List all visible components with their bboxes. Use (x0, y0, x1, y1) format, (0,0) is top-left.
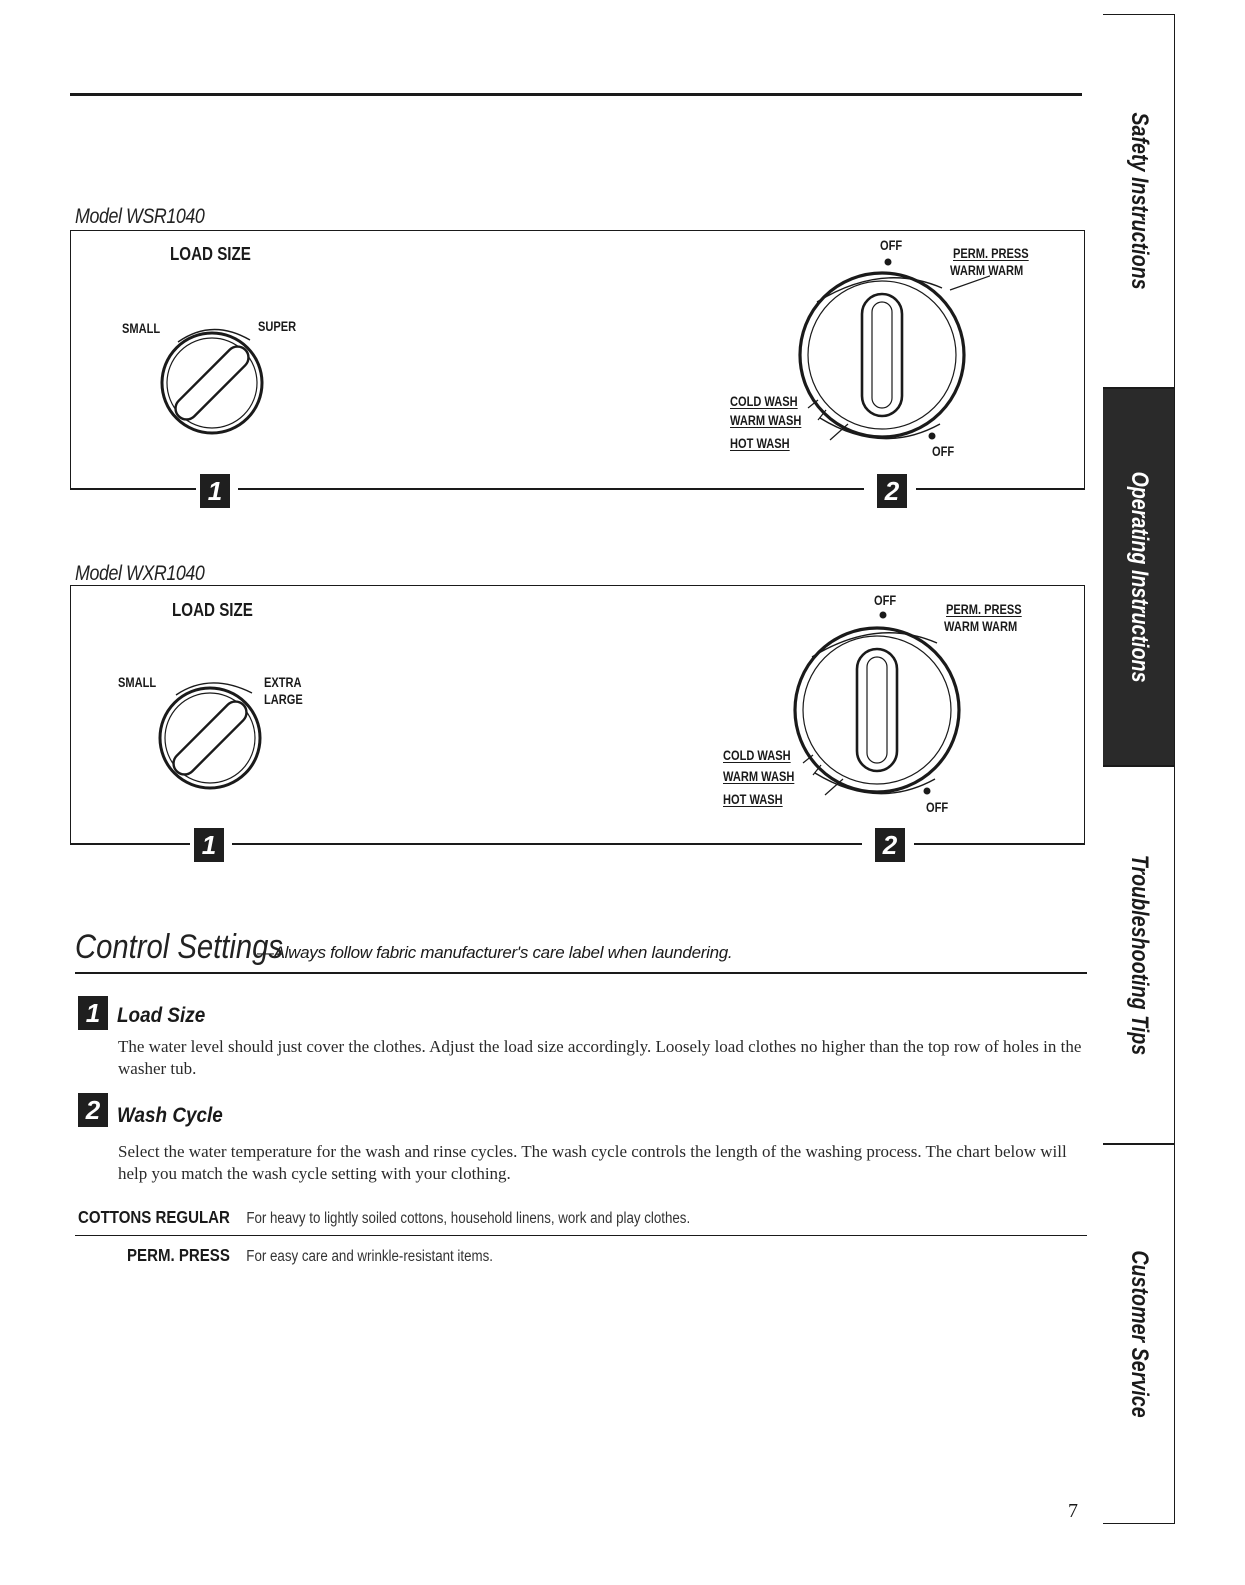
panel-bottom-rule (914, 843, 1085, 845)
cycle-off-bottom-label: OFF (926, 800, 949, 815)
tab-customer-service[interactable] (1103, 1144, 1175, 1524)
model-label: Model WSR1040 (75, 205, 205, 228)
callout-badge-2: 2 (78, 1093, 108, 1127)
load-size-max-label: SUPER (258, 319, 297, 334)
callout-badge-1: 1 (194, 828, 224, 862)
load-size-title: LOAD SIZE (172, 599, 253, 620)
cycle-name: COTTONS REGULAR (78, 1207, 230, 1227)
panel-bottom-rule (70, 488, 196, 490)
cycle-row (127, 1245, 493, 1266)
tab-troubleshooting-tips[interactable] (1103, 766, 1175, 1144)
load-size-max-label: EXTRA (264, 675, 302, 690)
load-size-knob[interactable] (150, 320, 280, 440)
callout-badge-1: 1 (200, 474, 230, 508)
wash-cycle-heading: Wash Cycle (117, 1104, 223, 1127)
header-rule (70, 93, 1082, 96)
cycle-warm-wash-label: WARM WASH (730, 413, 802, 428)
section-rule (75, 972, 1087, 974)
wash-cycle-text: Select the water temperature for the wash and rinse cycles. The wash cycle controls the length of the washing process. The chart below will help you match the wash cycle setting with your clothing. (118, 1142, 1067, 1183)
wash-cycle-knob[interactable] (790, 250, 990, 460)
panel-bottom-rule (70, 843, 190, 845)
section-heading (75, 928, 732, 967)
tab-label: Customer Service (1125, 1250, 1153, 1418)
load-size-knob[interactable] (148, 675, 278, 795)
cycle-off-top-label: OFF (874, 593, 897, 608)
cycle-off-bottom-label: OFF (932, 444, 955, 459)
cycle-warm-warm-label: WARM WARM (950, 263, 1024, 278)
page-number: 7 (1068, 1500, 1078, 1522)
load-size-max-label: LARGE (264, 692, 303, 707)
load-size-text: The water level should just cover the clothes. Adjust the load size accordingly. Loosely load clothes no higher than the top row of holes in the washer tub. (118, 1037, 1082, 1078)
tab-safety-instructions[interactable] (1103, 14, 1175, 388)
model-label: Model WXR1040 (75, 562, 205, 585)
cycle-perm-press-label: PERM. PRESS (953, 246, 1029, 261)
tab-label: Operating Instructions (1125, 471, 1153, 683)
cycle-row (78, 1207, 690, 1228)
tab-label: Troubleshooting Tips (1125, 854, 1153, 1056)
callout-badge-2: 2 (875, 828, 905, 862)
cycle-cold-wash-label: COLD WASH (723, 748, 791, 763)
cycle-description: For easy care and wrinkle-resistant items. (246, 1248, 493, 1265)
cycle-perm-press-label: PERM. PRESS (946, 602, 1022, 617)
load-size-title: LOAD SIZE (170, 243, 251, 264)
callout-badge-1: 1 (78, 996, 108, 1030)
panel-bottom-rule (238, 488, 864, 490)
cycle-description: For heavy to lightly soiled cottons, household linens, work and play clothes. (246, 1210, 691, 1227)
cycle-warm-warm-label: WARM WARM (944, 619, 1018, 634)
cycle-cold-wash-label: COLD WASH (730, 394, 798, 409)
cycle-hot-wash-label: HOT WASH (730, 436, 790, 451)
wash-cycle-knob[interactable] (785, 605, 985, 815)
tab-label: Safety Instructions (1125, 112, 1153, 290)
section-subtitle: —Always follow fabric manufacturer's care label when laundering. (256, 943, 733, 962)
cycle-hot-wash-label: HOT WASH (723, 792, 783, 807)
panel-bottom-rule (916, 488, 1085, 490)
cycle-warm-wash-label: WARM WASH (723, 769, 795, 784)
cycle-name: PERM. PRESS (127, 1245, 230, 1265)
load-size-min-label: SMALL (118, 675, 157, 690)
load-size-heading: Load Size (117, 1004, 206, 1027)
load-size-min-label: SMALL (122, 321, 161, 336)
section-title: Control Settings (75, 928, 284, 966)
cycle-off-top-label: OFF (880, 238, 903, 253)
cycle-row-rule (75, 1235, 1087, 1236)
callout-badge-2: 2 (877, 474, 907, 508)
panel-bottom-rule (232, 843, 862, 845)
tab-operating-instructions[interactable] (1103, 388, 1175, 766)
